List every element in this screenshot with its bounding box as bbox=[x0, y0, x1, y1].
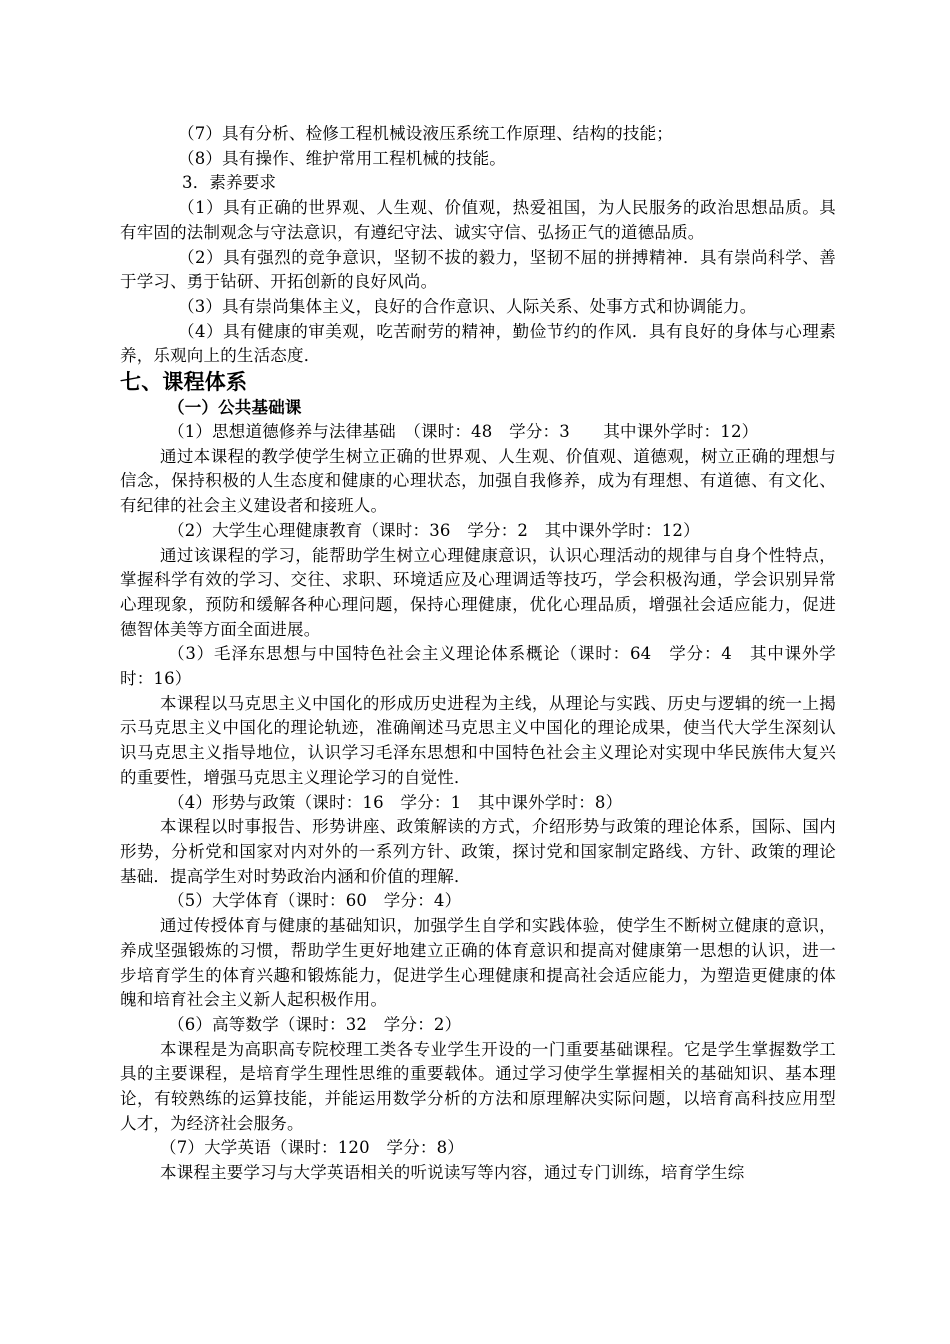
section-subtitle: （一）公共基础课 bbox=[168, 398, 302, 418]
course-heading: （7）大学英语（课时：120 学分：8） bbox=[160, 1138, 464, 1158]
quality-2-paragraph: （2）具有强烈的竞争意识，坚韧不拔的毅力，坚韧不屈的拼搏精神．具有崇尚科学、善于学习、勇于钻研、开拓创新的良好风尚。 bbox=[120, 247, 836, 292]
quality-3-paragraph: （3）具有崇尚集体主义，良好的合作意识、人际关系、处事方式和协调能力。 bbox=[178, 296, 757, 316]
course-description: 本课程以马克思主义中国化的形成历史进程为主线，从理论与实践、历史与逻辑的统一上揭示马克思主义中国化的理论轨迹，准确阐述马克思主义中国化的理论成果，使当代大学生深刻认识马克思主义指导地位，认识学习毛泽东思想和中国特色社会主义理论对实现中华民族伟大复兴的重要性，增强马克思主义理论学习的自觉性． bbox=[120, 693, 836, 787]
course-heading: （6）高等数学（课时：32 学分：2） bbox=[168, 1014, 462, 1034]
course-description: 通过本课程的教学使学生树立正确的世界观、人生观、价值观、道德观，树立正确的理想与信念，保持积极的人生态度和健康的心理状态，加强自我修养，成为有理想、有道德、有文化、有纪律的社会主义建设者和接班人。 bbox=[120, 446, 836, 516]
subheading-quality-requirements: 3．素养要求 bbox=[182, 173, 277, 193]
section-title: 七、课程体系 bbox=[120, 370, 248, 395]
course-heading: （1）思想道德修养与法律基础 （课时：48 学分：3 其中课外学时：12） bbox=[168, 422, 759, 442]
course-description: 本课程主要学习与大学英语相关的听说读写等内容，通过专门训练，培育学生综 bbox=[160, 1163, 745, 1183]
course-heading: （5）大学体育（课时：60 学分：4） bbox=[168, 891, 462, 911]
course-heading: （2）大学生心理健康教育（课时：36 学分：2 其中课外学时：12） bbox=[168, 520, 700, 540]
course-description: 本课程是为高职高专院校理工类各专业学生开设的一门重要基础课程。它是学生掌握数学工具的主要课程，是培育学生理性思维的重要载体。通过学习使学生掌握相关的基础知识、基本理论，有较熟练的运算技能，并能运用数学分析的方法和原理解决实际问题，以培育高科技应用型人才，为经济社会服务。 bbox=[120, 1039, 836, 1133]
course-description: 通过传授体育与健康的基础知识，加强学生自学和实践体验，使学生不断树立健康的意识，养成坚强锻炼的习惯，帮助学生更好地建立正确的体育意识和提高对健康第一思想的认识，进一步培育学生的体育兴趣和锻炼能力，促进学生心理健康和提高社会适应能力，为塑造更健康的体魄和培育社会主义新人起积极作用。 bbox=[120, 916, 836, 1010]
course-description: 本课程以时事报告、形势讲座、政策解读的方式，介绍形势与政策的理论体系，国际、国内形势，分析党和国家对内对外的一系列方针、政策，探讨党和国家制定路线、方针、政策的理论基础．提高学生对时势政治内涵和价值的理解． bbox=[120, 817, 836, 886]
skill-8-paragraph: （8）具有操作、维护常用工程机械的技能。 bbox=[178, 148, 506, 168]
skill-7-paragraph: （7）具有分析、检修工程机械设液压系统工作原理、结构的技能； bbox=[178, 124, 673, 143]
quality-4-paragraph: （4）具有健康的审美观，吃苦耐劳的精神，勤俭节约的作风．具有良好的身体与心理素养，乐观向上的生活态度． bbox=[120, 321, 836, 366]
quality-1-paragraph: （1）具有正确的世界观、人生观、价值观，热爱祖国，为人民服务的政治思想品质。具有牢固的法制观念与守法意识，有遵纪守法、诚实守信、弘扬正气的道德品质。 bbox=[120, 198, 836, 242]
course-description: 通过该课程的学习，能帮助学生树立心理健康意识，认识心理活动的规律与自身个性特点，掌握科学有效的学习、交往、求职、环境适应及心理调适等技巧，学会积极沟通，学会识别异常心理现象，预防和缓解各种心理问题，保持心理健康，优化心理品质，增强社会适应能力，促进德智体美等方面全面进展。 bbox=[120, 545, 836, 639]
document-page bbox=[120, 122, 836, 1186]
course-heading: （4）形势与政策（课时：16 学分：1 其中课外学时：8） bbox=[168, 792, 623, 812]
course-heading: （3）毛泽东思想与中国特色社会主义理论体系概论（课时：64 学分：4 其中课外学时：16） bbox=[120, 644, 836, 689]
